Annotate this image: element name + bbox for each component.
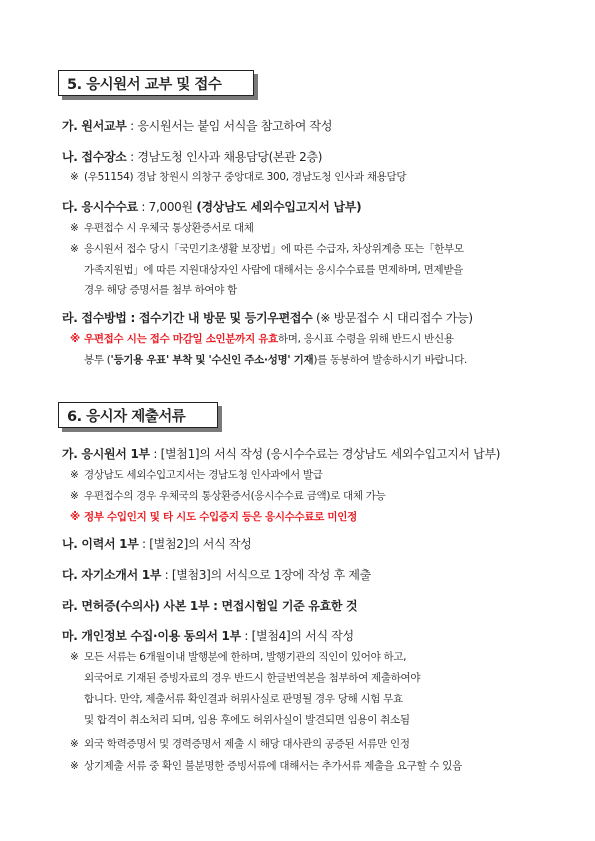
note-mark: ※ (70, 171, 79, 183)
sec5-item-d (62, 311, 473, 325)
sec6-item-e (62, 629, 354, 643)
note-mark: ※ (70, 651, 79, 663)
sec6-item-a-note2-text: 우편접수의 경우 우체국의 통상환증서(응시수수료 금액)로 대체 가능 (84, 490, 386, 502)
sec6-item-c-text: : [별첨3]의 서식으로 1장에 작성 후 제출 (161, 568, 371, 582)
sec5-item-a (62, 119, 332, 133)
sec5-item-c-note2-text2: 가족지원법」에 따른 지원대상자인 사람에 대해서는 응시수수료를 면제하며, 면제받을 (84, 264, 464, 276)
note-mark: ※ (70, 469, 79, 481)
sec6-item-e-note1-text2: 외국어로 기재된 증빙자료의 경우 반드시 한글번역본을 첨부하여 제출하여야 (84, 672, 421, 684)
sec5-item-b-note (70, 170, 406, 184)
sec5-item-d-note2-bold: '등기용 우표' 부착 및 '수신인 주소·성명' 기재 (110, 354, 314, 366)
sec5-item-d-note-line1 (70, 332, 454, 346)
sec5-item-c-note2-text3: 경우 해당 증명서를 첨부 하여야 함 (84, 284, 237, 296)
sec5-item-c-note2-line3 (84, 283, 237, 297)
sec5-item-d-text: (※ 방문접수 시 대리접수 가능) (312, 311, 473, 325)
sec6-item-e-text: : [별첨4]의 서식 작성 (240, 629, 354, 643)
sec6-item-a-text: : [별첨1]의 서식 작성 (응시수수료는 경상남도 세외수입고지서 납부) (149, 447, 501, 461)
sec6-item-b-label: 나. 이력서 1부 (62, 537, 139, 551)
sec6-item-b-text: : [별첨2]의 서식 작성 (138, 537, 252, 551)
sec5-item-c-note1 (70, 221, 254, 235)
sec6-item-e-note1-text3: 합니다. 만약, 제출서류 확인결과 허위사실로 판명될 경우 당해 시험 무효 (84, 693, 403, 705)
sec5-item-c-label: 다. 응시수수료 (62, 200, 138, 214)
sec6-item-e-note1-line2 (84, 671, 420, 685)
section-6-title: 6. 응시자 제출서류 (67, 408, 186, 425)
sec5-item-c-note2-line2 (84, 263, 463, 277)
note-mark: ※ (70, 760, 79, 772)
sec5-item-d-note2-post: )를 동봉하여 발송하시기 바랍니다. (313, 354, 468, 366)
section-6-title-box (58, 402, 218, 428)
sec5-item-d-note2-pre: 봉투 ( (84, 354, 111, 366)
sec5-item-c-note2-text1: 응시원서 접수 당시「국민기초생활 보장법」에 따른 수급자, 차상위계층 또는「한부모 (84, 243, 464, 255)
sec5-item-c-bold: (경상남도 세외수입고지서 납부) (196, 200, 362, 214)
sec6-item-e-note1-line3 (84, 692, 403, 706)
sec5-item-d-note-rest: 하며, 응시표 수령을 위해 반드시 반신용 (277, 333, 454, 345)
sec6-item-e-note1-text4: 및 합격이 취소처리 되며, 임용 후에도 허위사실이 발견되면 임용이 취소됨 (84, 714, 410, 726)
sec6-item-e-note2 (70, 737, 410, 751)
sec6-item-e-note1-text1: 모든 서류는 6개월이내 발행분에 한하며, 발행기관의 직인이 있어야 하고, (84, 651, 407, 663)
sec6-item-c (62, 568, 371, 582)
sec5-item-c-note2-line1 (70, 242, 464, 256)
section-5-title-box (58, 70, 254, 96)
sec5-item-b-label: 나. 접수장소 (62, 150, 127, 164)
sec6-item-c-label: 다. 자기소개서 1부 (62, 568, 162, 582)
sec6-item-a-note3-text: 정부 수입인지 및 타 시도 수입증지 등은 응시수수료로 미인정 (84, 511, 357, 523)
sec6-item-a-note1 (70, 468, 323, 482)
sec6-item-a-note1-text: 경상남도 세외수입고지서는 경남도청 인사과에서 발급 (84, 469, 323, 481)
sec5-item-b-note-text: (우51154) 경남 창원시 의창구 중앙대로 300, 경남도청 인사과 채용담당 (84, 171, 407, 183)
sec5-item-d-label: 라. 접수방법 : 접수기간 내 방문 및 등기우편접수 (62, 311, 313, 325)
note-mark: ※ (70, 222, 79, 234)
note-mark: ※ (70, 333, 80, 345)
sec6-item-e-label: 마. 개인정보 수집·이용 동의서 1부 (62, 629, 241, 643)
note-mark: ※ (70, 511, 80, 523)
note-mark: ※ (70, 490, 79, 502)
sec5-item-b-text: : 경남도청 인사과 채용담당(본관 2층) (126, 150, 323, 164)
sec5-item-c (62, 200, 361, 214)
sec6-item-e-note3 (70, 759, 462, 773)
sec5-item-b (62, 150, 322, 164)
sec6-item-b (62, 537, 251, 551)
sec5-item-c-note1-text: 우편접수 시 우체국 통상환증서로 대체 (84, 222, 254, 234)
sec6-item-a-label: 가. 응시원서 1부 (62, 447, 150, 461)
sec6-item-a (62, 447, 500, 461)
sec6-item-e-note1-line1 (70, 650, 406, 664)
sec6-item-e-note2-text: 외국 학력증명서 및 경력증명서 제출 시 해당 대사관의 공증된 서류만 인정 (84, 738, 410, 750)
note-mark: ※ (70, 243, 79, 255)
sec6-item-e-note3-text: 상기제출 서류 중 확인 불분명한 증빙서류에 대해서는 추가서류 제출을 요구할 수 있음 (84, 760, 462, 772)
note-mark: ※ (70, 738, 79, 750)
sec6-item-a-note2 (70, 489, 385, 503)
section-5-title: 5. 응시원서 교부 및 접수 (67, 76, 222, 93)
sec5-item-a-text: : 응시원서는 붙임 서식을 참고하여 작성 (126, 119, 333, 133)
sec5-item-d-note-red: 우편접수 시는 접수 마감일 소인분까지 유효 (84, 333, 278, 345)
sec6-item-d-label: 라. 면허증(수의사) 사본 1부 : 면접시험일 기준 유효한 것 (62, 599, 358, 613)
sec6-item-d (62, 599, 357, 613)
sec6-item-e-note1-line4 (84, 713, 410, 727)
sec6-item-a-note3 (70, 510, 357, 524)
sec5-item-a-label: 가. 원서교부 (62, 119, 127, 133)
sec5-item-c-text: : 7,000원 (137, 200, 197, 214)
sec5-item-d-note-line2 (84, 353, 467, 367)
